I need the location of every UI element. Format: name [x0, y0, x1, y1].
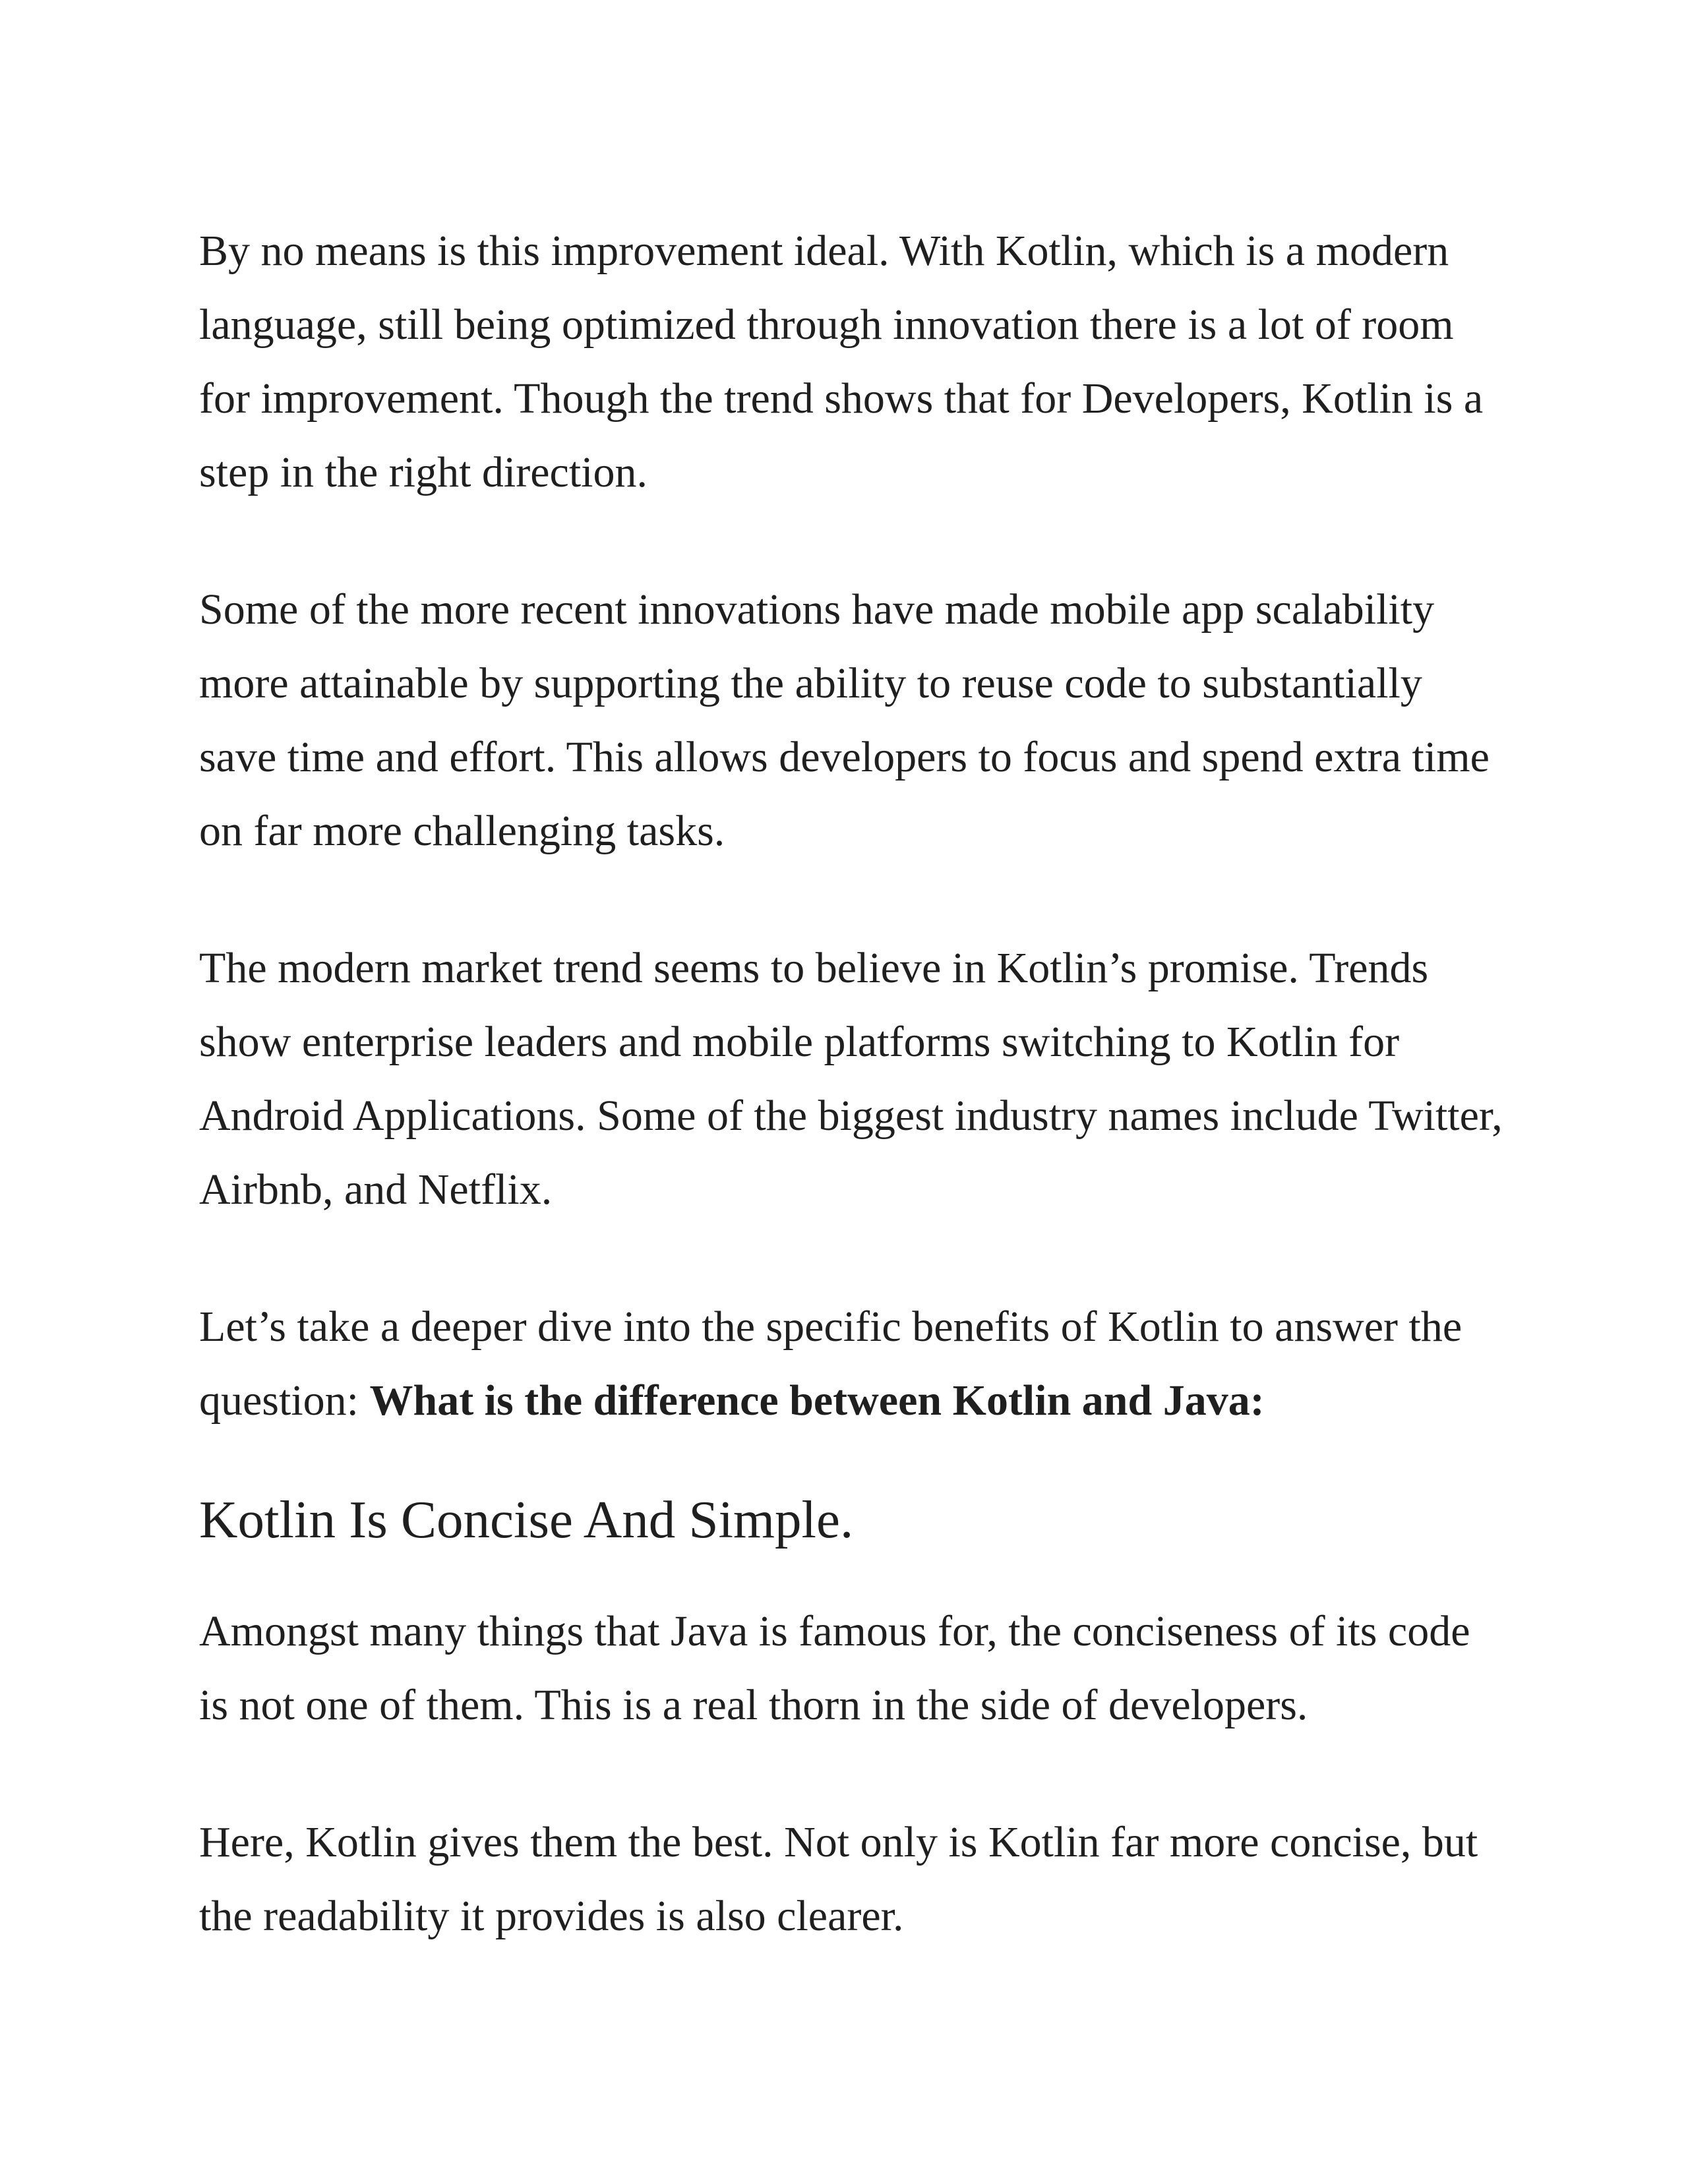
- paragraph-improvement: By no means is this improvement ideal. With Kotlin, which is a modern language, still being optimized through innovation there is a lot of room for improvement. Though the trend shows that for Developers, Kotlin is a step in the right direction.: [199, 227, 1484, 496]
- question-intro-text: Let’s take a deeper dive into the specific benefits of Kotlin to answer the question:: [199, 1303, 1462, 1425]
- paragraph-kotlin-readability: Here, Kotlin gives them the best. Not only is Kotlin far more concise, but the readability it provides is also clearer.: [199, 1818, 1478, 1940]
- section-heading: Kotlin Is Concise And Simple.: [199, 1490, 854, 1549]
- question-bold-text: What is the difference between Kotlin and Java:: [369, 1376, 1265, 1425]
- paragraph-innovations: Some of the more recent innovations have made mobile app scalability more attainable by supporting the ability to reuse code to substantially save time and effort. This allows developers to focus and spend extra time on far more challenging tasks.: [199, 585, 1490, 855]
- paragraph-java-conciseness: Amongst many things that Java is famous for, the conciseness of its code is not one of them. This is a real thorn in the side of developers.: [199, 1607, 1470, 1729]
- paragraph-market-trend: The modern market trend seems to believe in Kotlin’s promise. Trends show enterprise leaders and mobile platforms switching to Kotlin for Android Applications. Some of the biggest industry names include Twitter, Airbnb, and Netflix.: [199, 944, 1503, 1214]
- document-body: [199, 214, 1505, 1953]
- paragraph-question: [199, 1290, 1505, 1438]
